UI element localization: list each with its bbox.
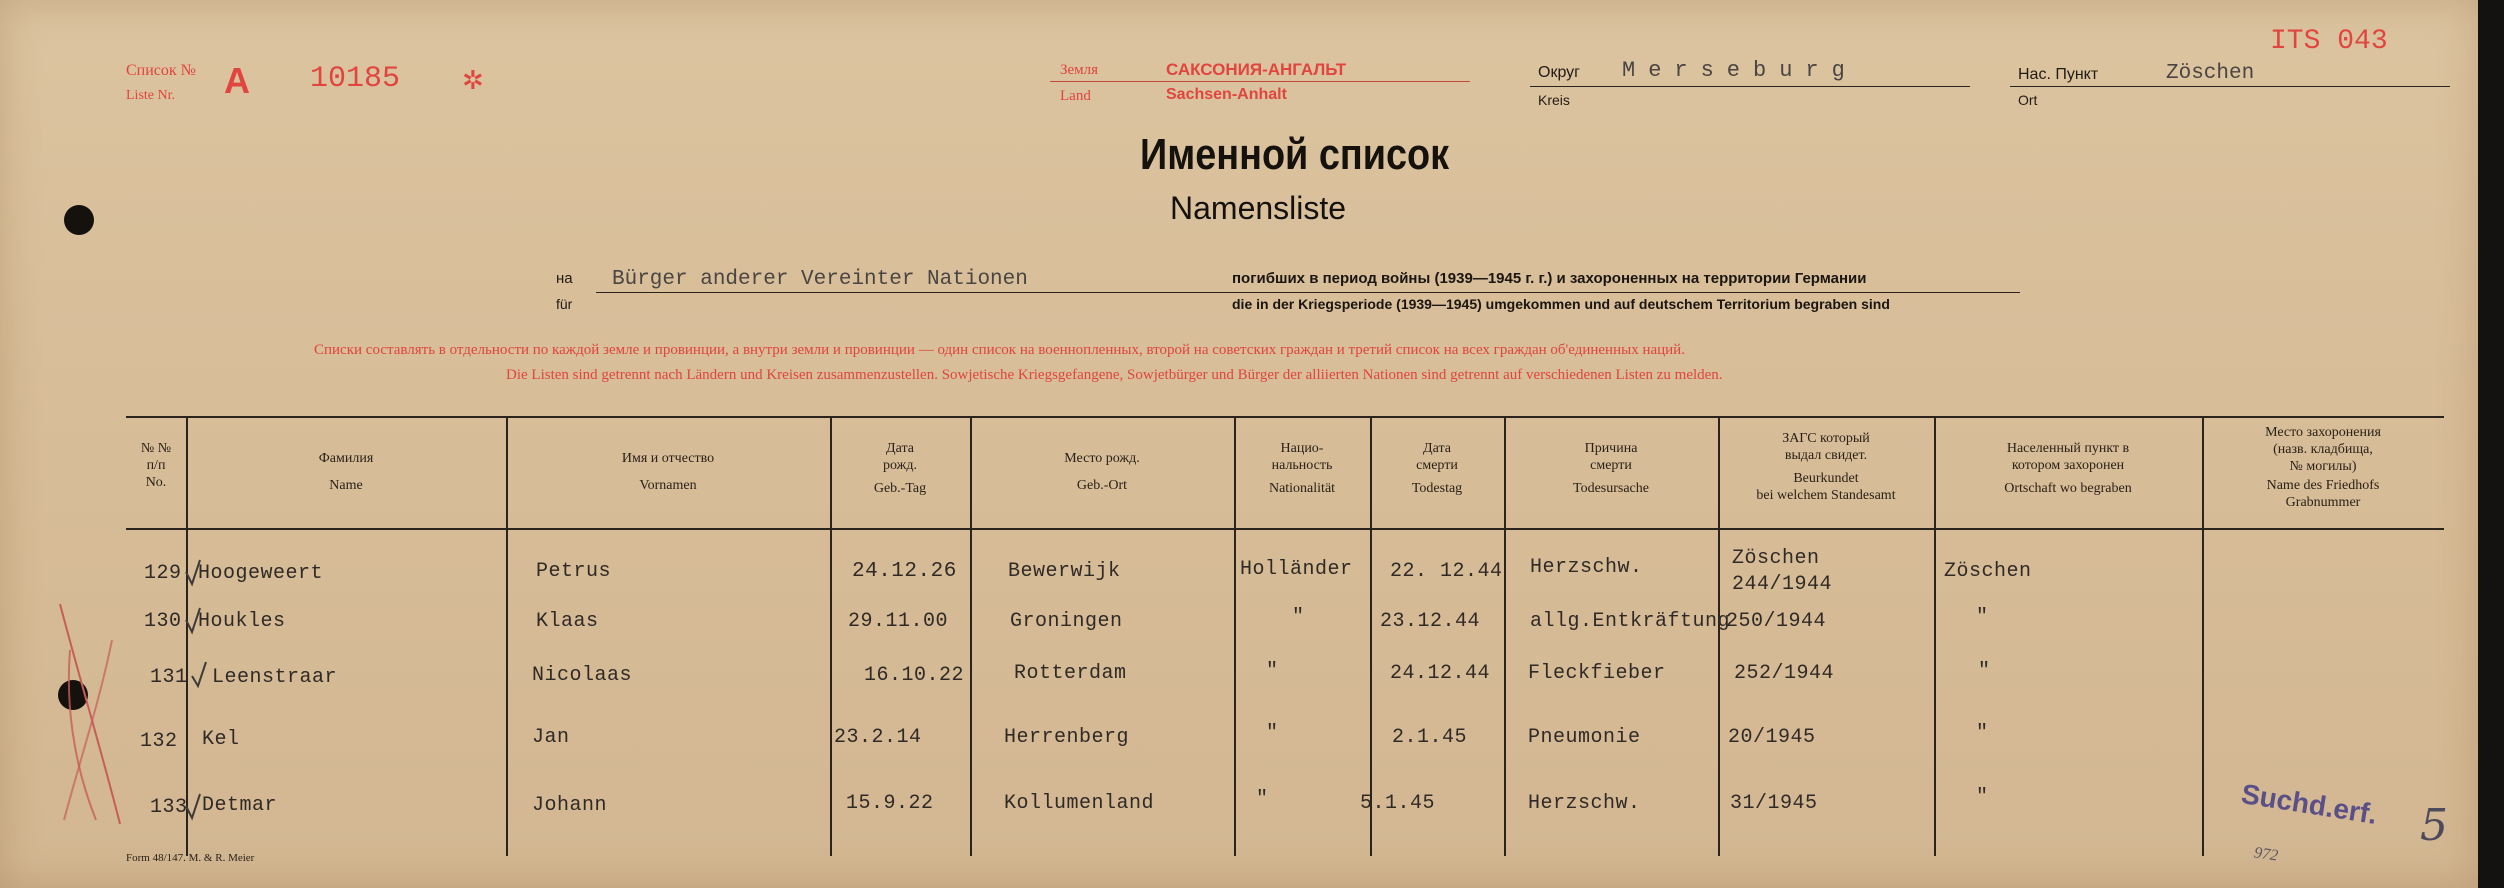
header-ru: Имя и отчество <box>621 451 715 466</box>
cell-number: 133 <box>150 796 188 819</box>
list-label-de: Liste Nr. <box>126 88 175 103</box>
check-mark <box>192 662 206 686</box>
header-ru: Место захоронения (назв. кладбища, № могилы) <box>2265 425 2381 474</box>
red-cross-line <box>60 604 120 824</box>
cell-surname: Detmar <box>202 794 278 817</box>
subject-desc-ru: погибших в период войны (1939—1945 г. г.) и захороненных на территории Германии <box>1232 270 1867 287</box>
district-label-de: Kreis <box>1538 92 1570 108</box>
cell-burial-place: " <box>1978 660 1991 683</box>
place-value: Zöschen <box>2166 62 2255 85</box>
header-birth-place <box>970 450 1234 494</box>
cell-birth-date: 15.9.22 <box>846 792 934 815</box>
cell-birth-date: 23.2.14 <box>834 726 922 749</box>
cell-death-date: 5.1.45 <box>1360 792 1436 815</box>
instructions-de: Die Listen sind getrennt nach Ländern und Kreisen zusammenzustellen. Sowjetische Kriegsgefangene, Sowjetbürger und Bürger der alliierten Nationen sind getrennt auf verschiedenen Listen zu melden. <box>506 367 1723 383</box>
table-top-line <box>126 416 2444 418</box>
cell-surname: Hoogeweert <box>198 562 324 585</box>
cell-cause: allg.Entkräftung <box>1530 610 1731 633</box>
header-ru: Населенный пункт в котором захоронен <box>2006 441 2130 473</box>
header-de: Name <box>329 478 363 493</box>
land-value-de: Sachsen-Anhalt <box>1166 86 1287 103</box>
header-ru: Место рожд. <box>1064 451 1140 466</box>
cell-burial-place: " <box>1976 606 1989 629</box>
cell-death-date: 2.1.45 <box>1392 726 1468 749</box>
header-de: Todestag <box>1411 481 1463 496</box>
cell-surname: Kel <box>202 728 240 751</box>
cell-cause: Pneumonie <box>1528 726 1641 749</box>
cell-birth-date: 16.10.22 <box>864 664 965 687</box>
header-ru: ЗАГС который выдал свидет. <box>1782 431 1870 463</box>
header-de: Ortschaft wo begraben <box>2004 481 2132 496</box>
header-burial-place <box>1934 440 2202 497</box>
header-de: Todesursache <box>1573 481 1649 496</box>
cell-death-date: 22. 12.44 <box>1390 560 1503 583</box>
header-ru: Фамилия <box>318 451 374 466</box>
place-label-de: Ort <box>2018 92 2038 108</box>
cell-burial-place: " <box>1976 722 1989 745</box>
cell-first-name: Klaas <box>536 610 599 633</box>
cell-birth-date: 24.12.26 <box>852 560 957 583</box>
form-label: Form 48/147. M. & R. Meier <box>126 852 255 864</box>
subject-fuer: für <box>556 296 573 312</box>
red-cross-line <box>64 640 112 820</box>
header-ru: № № п/п <box>140 441 172 473</box>
flower-mark-icon: ✲ <box>462 66 484 95</box>
district-underline <box>1530 86 1970 87</box>
punch-hole-top <box>64 205 94 235</box>
cell-number: 131 <box>150 666 188 689</box>
search-stamp: Suchd.erf. <box>2239 778 2380 831</box>
header-death-date <box>1370 440 1504 497</box>
header-grave <box>2202 424 2444 511</box>
cell-birth-place: Herrenberg <box>1004 726 1130 749</box>
cell-burial-place: Zöschen <box>1944 560 2032 583</box>
district-label-ru: Округ <box>1538 64 1580 81</box>
header-ru: Нацио- нальность <box>1271 441 1333 473</box>
cell-number: 130 <box>144 610 182 633</box>
cell-death-date: 23.12.44 <box>1380 610 1481 633</box>
subject-na: на <box>556 270 573 287</box>
header-de: Vornamen <box>639 478 697 493</box>
cell-burial-place: " <box>1976 786 1989 809</box>
its-code: ITS 043 <box>2270 26 2388 57</box>
title-de: Namensliste <box>1170 190 1347 226</box>
cell-number: 132 <box>140 730 178 753</box>
land-label-de: Land <box>1060 88 1091 104</box>
header-cause <box>1504 440 1718 497</box>
header-birth-date <box>830 440 970 497</box>
cell-birth-place: Groningen <box>1010 610 1123 633</box>
header-de: Name des Friedhofs Grabnummer <box>2266 478 2380 510</box>
header-surname <box>186 450 506 494</box>
check-mark <box>186 794 200 818</box>
header-de: Geb.-Ort <box>1076 478 1128 493</box>
header-de: Nationalität <box>1268 481 1336 496</box>
list-number: 10185 <box>310 62 401 96</box>
district-value: Merseburg <box>1622 58 1858 83</box>
cell-birth-place: Bewerwijk <box>1008 560 1121 583</box>
cell-nationality: " <box>1292 606 1305 629</box>
list-label-ru: Список № <box>126 62 196 79</box>
cell-nationality: " <box>1266 722 1279 745</box>
cell-birth-date: 29.11.00 <box>848 610 949 633</box>
list-letter: A <box>224 60 250 101</box>
header-first-name <box>506 450 830 494</box>
cell-cause: Herzschw. <box>1528 792 1641 815</box>
header-de: Geb.-Tag <box>873 481 927 496</box>
cell-registry: 250/1944 <box>1726 610 1827 633</box>
cell-cause: Herzschw. <box>1530 556 1643 579</box>
pencil-note: 972 <box>2253 844 2280 865</box>
cell-registry: 20/1945 <box>1728 726 1816 749</box>
cell-birth-place: Rotterdam <box>1014 662 1127 685</box>
land-value-ru: САКСОНИЯ-АНГАЛЬТ <box>1166 60 1347 79</box>
place-label-ru: Нас. Пункт <box>2018 66 2099 83</box>
punch-hole-bottom <box>58 680 88 710</box>
cell-cause: Fleckfieber <box>1528 662 1666 685</box>
cell-birth-place: Kollumenland <box>1004 792 1155 815</box>
subject-desc-underline <box>1226 292 2020 293</box>
cell-nationality: " <box>1266 660 1279 683</box>
cell-number: 129 <box>144 562 182 585</box>
cell-nationality: Holländer <box>1240 558 1353 581</box>
header-ru: Дата смерти <box>1416 441 1458 473</box>
stamp-number: 5 <box>2420 800 2448 851</box>
cell-death-date: 24.12.44 <box>1390 662 1491 685</box>
cell-surname: Leenstraar <box>212 666 338 689</box>
subject-desc-de: die in der Kriegsperiode (1939—1945) umgekommen und auf deutschem Territorium begraben sind <box>1232 296 1890 312</box>
title-ru: Именной список <box>1140 130 1450 179</box>
cell-surname: Houkles <box>198 610 286 633</box>
place-underline <box>2010 86 2450 87</box>
header-number <box>126 440 186 491</box>
header-ru: Дата рожд. <box>883 441 917 473</box>
table-header-bottom-line <box>126 528 2444 530</box>
cell-nationality: " <box>1256 788 1269 811</box>
subject-value: Bürger anderer Vereinter Nationen <box>612 268 1028 291</box>
land-label-ru: Земля <box>1060 62 1099 78</box>
cell-first-name: Johann <box>532 794 608 817</box>
cell-registry: 252/1944 <box>1734 662 1835 685</box>
cell-registry: Zöschen 244/1944 <box>1732 547 1833 596</box>
header-de: No. <box>145 475 167 490</box>
header-ru: Причина смерти <box>1584 441 1638 473</box>
red-cross-line <box>69 650 96 820</box>
header-de: Beurkundet bei welchem Standesamt <box>1756 471 1896 503</box>
header-registry <box>1718 430 1934 504</box>
cell-registry: 31/1945 <box>1730 792 1818 815</box>
cell-first-name: Jan <box>532 726 570 749</box>
cell-first-name: Nicolaas <box>532 664 633 687</box>
instructions-ru: Списки составлять в отдельности по каждой земле и провинции, а внутри земли и провинции — один список на военнопленных, второй на советских граждан и третий список на всех граждан об'единенных наций. <box>314 342 1685 358</box>
land-underline <box>1050 81 1470 82</box>
header-nationality <box>1234 440 1370 497</box>
subject-underline <box>596 292 1226 293</box>
cell-first-name: Petrus <box>536 560 612 583</box>
